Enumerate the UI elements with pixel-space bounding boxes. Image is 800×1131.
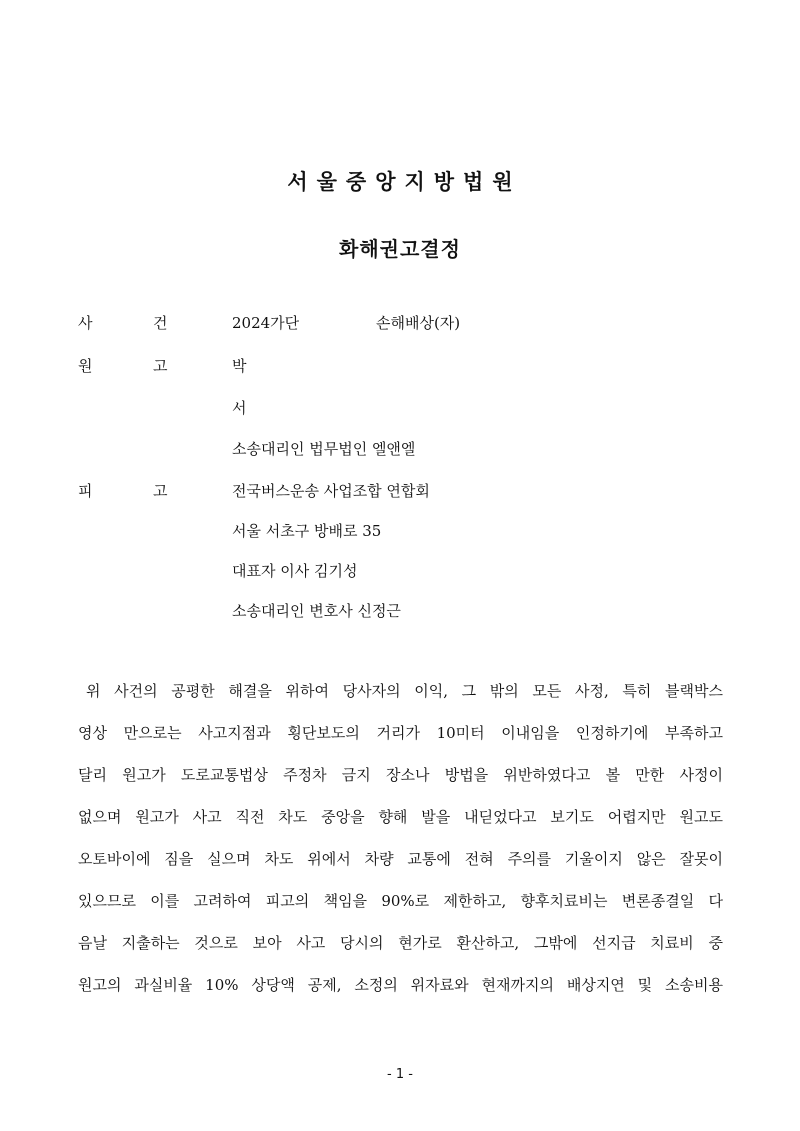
body-line-7: 음날 지출하는 것으로 보아 사고 당시의 현가로 환산하고, 그밖에 선지급 치료비 중	[78, 934, 723, 952]
case-row	[0, 312, 800, 352]
case-name: 손해배상(자)	[376, 314, 461, 332]
plaintiff-name-2: 서	[232, 399, 247, 417]
court-name: 서울중앙지방법원	[287, 170, 522, 194]
plaintiff-name: 박	[232, 357, 247, 375]
plaintiff-row-3	[0, 438, 800, 478]
plaintiff-row-2	[0, 397, 800, 437]
case-label-1: 사	[78, 314, 93, 332]
body-line-8: 원고의 과실비율 10% 상당액 공제, 소정의 위자료와 현재까지의 배상지연 및 소송비용	[78, 976, 723, 994]
plaintiff-label-1: 원	[78, 357, 93, 375]
body-line-3: 달리 원고가 도로교통법상 주정차 금지 장소나 방법을 위반하였다고 볼 만한 사정이	[78, 766, 723, 784]
defendant-representative: 대표자 이사 김기성	[232, 562, 358, 580]
body-line-1: 위 사건의 공평한 해결을 위하여 당사자의 이익, 그 밖의 모든 사정, 특히 블랙박스	[86, 682, 723, 700]
defendant-counsel: 소송대리인 변호사 신정근	[232, 602, 401, 620]
page-number: - 1 -	[387, 1067, 413, 1082]
plaintiff-counsel: 소송대리인 법무법인 엘앤엘	[232, 440, 416, 458]
body-line-2: 영상 만으로는 사고지점과 횡단보도의 거리가 10미터 이내임을 인정하기에 부족하고	[78, 724, 723, 742]
case-label-2: 건	[153, 314, 168, 332]
plaintiff-row	[0, 355, 800, 395]
body-line-4: 없으며 원고가 사고 직전 차도 중앙을 향해 발을 내딛었다고 보기도 어렵지만 원고도	[78, 808, 723, 826]
decision-body	[78, 678, 723, 1014]
defendant-row	[0, 480, 800, 520]
defendant-row-3	[0, 560, 800, 600]
defendant-row-4	[0, 600, 800, 640]
defendant-row-2	[0, 520, 800, 560]
plaintiff-label-2: 고	[153, 357, 168, 375]
document-title: 화해권고결정	[339, 237, 461, 261]
defendant-label-1: 피	[78, 482, 93, 500]
defendant-name: 전국버스운송 사업조합 연합회	[232, 482, 430, 500]
defendant-address: 서울 서초구 방배로 35	[232, 522, 382, 540]
body-line-5: 오토바이에 짐을 실으며 차도 위에서 차량 교통에 전혀 주의를 기울이지 않은 잘못이	[78, 850, 723, 868]
case-number: 2024가단	[232, 314, 300, 332]
defendant-label-2: 고	[153, 482, 168, 500]
body-line-6: 있으므로 이를 고려하여 피고의 책임을 90%로 제한하고, 향후치료비는 변론종결일 다	[78, 892, 723, 910]
